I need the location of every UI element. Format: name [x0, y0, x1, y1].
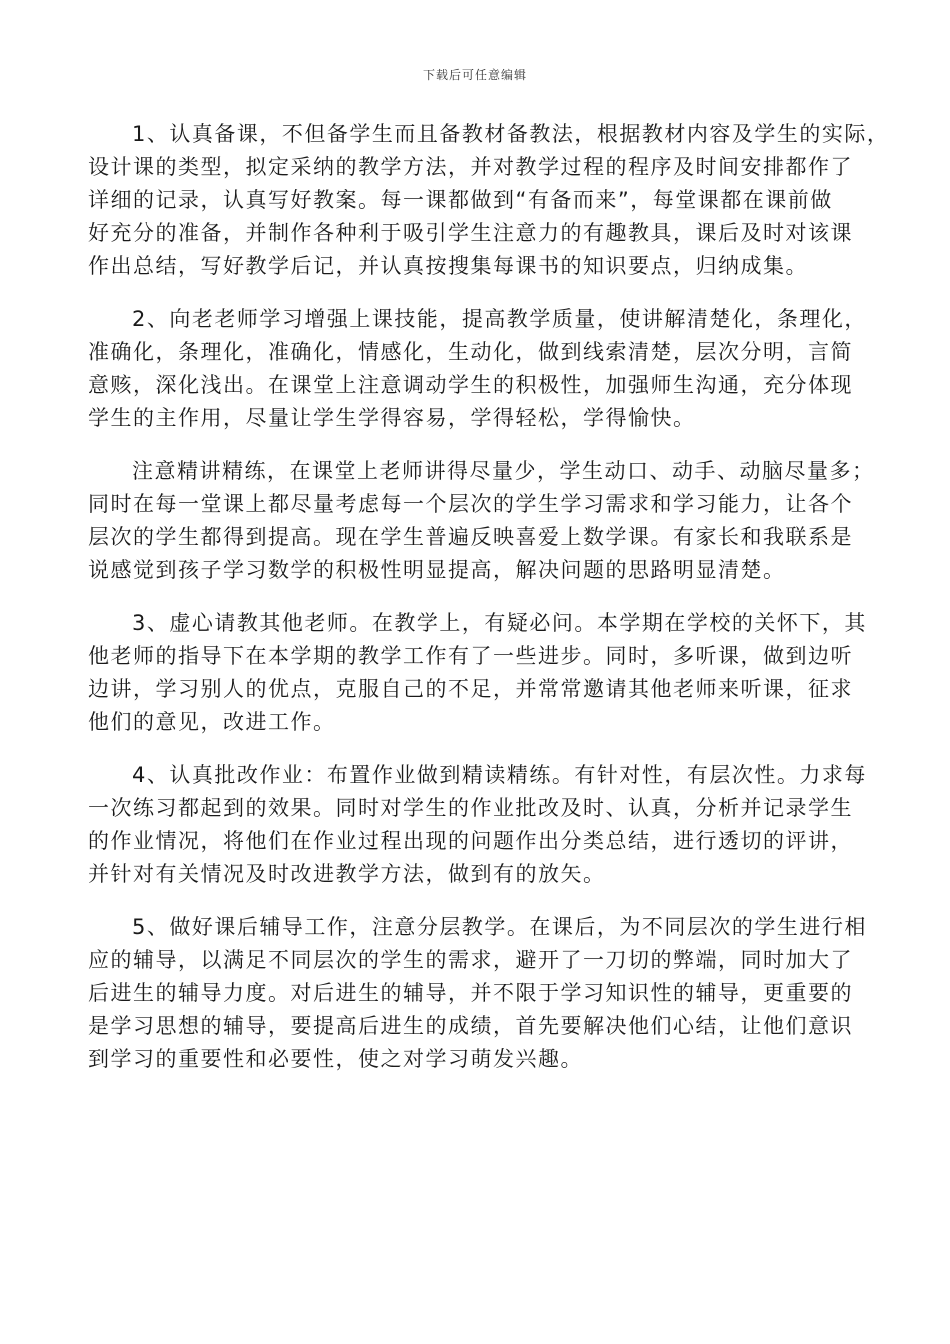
paragraph-line: 准确化，条理化，准确化，情感化，生动化，做到线索清楚，层次分明，言简 [88, 340, 853, 364]
paragraph-line: 好充分的准备，并制作各种利于吸引学生注意力的有趣教具，课后及时对该课 [88, 221, 853, 245]
paragraph-line: 他老师的指导下在本学期的教学工作有了一些进步。同时，多听课，做到边听 [88, 644, 853, 668]
paragraph-line: 意赅，深化浅出。在课堂上注意调动学生的积极性，加强师生沟通，充分体现 [88, 373, 853, 397]
paragraph-line: 注意精讲精练，在课堂上老师讲得尽量少，学生动口、动手、动脑尽量多； [132, 459, 875, 483]
paragraph-line: 作出总结，写好教学后记，并认真按搜集每课书的知识要点，归纳成集。 [88, 254, 808, 278]
paragraph-line: 4、认真批改作业：布置作业做到精读精练。有针对性，有层次性。力求每 [132, 763, 867, 787]
document-body [88, 118, 890, 1096]
paragraph-2 [88, 303, 866, 435]
paragraph-line: 学生的主作用，尽量让学生学得容易，学得轻松，学得愉快。 [88, 406, 696, 430]
paragraph-line: 并针对有关情况及时改进教学方法，做到有的放矢。 [88, 862, 606, 886]
paragraph-line: 到学习的重要性和必要性，使之对学习萌发兴趣。 [88, 1047, 583, 1071]
paragraph-line: 的作业情况，将他们在作业过程出现的问题作出分类总结，进行透切的评讲， [88, 829, 853, 853]
paragraph-line: 应的辅导，以满足不同层次的学生的需求，避开了一刀切的弊端，同时加大了 [88, 948, 853, 972]
paragraph-line: 边讲，学习别人的优点，克服自己的不足，并常常邀请其他老师来听课，征求 [88, 677, 853, 701]
header-note: 下载后可任意编辑 [422, 68, 527, 82]
paragraph-line: 层次的学生都得到提高。现在学生普遍反映喜爱上数学课。有家长和我联系是 [88, 525, 853, 549]
paragraph-line: 同时在每一堂课上都尽量考虑每一个层次的学生学习需求和学习能力，让各个 [88, 492, 853, 516]
paragraph-line: 后进生的辅导力度。对后进生的辅导，并不限于学习知识性的辅导，更重要的 [88, 981, 853, 1005]
paragraph-line: 是学习思想的辅导，要提高后进生的成绩，首先要解决他们心结，让他们意识 [88, 1014, 853, 1038]
paragraph-line: 一次练习都起到的效果。同时对学生的作业批改及时、认真，分析并记录学生 [88, 796, 853, 820]
paragraph-line: 设计课的类型，拟定采纳的教学方法，并对教学过程的程序及时间安排都作了 [88, 155, 853, 179]
paragraph-3 [88, 455, 875, 587]
paragraph-line: 2、向老老师学习增强上课技能，提高教学质量，使讲解清楚化，条理化， [132, 307, 867, 331]
paragraph-line: 5、做好课后辅导工作，注意分层教学。在课后，为不同层次的学生进行相 [132, 915, 867, 939]
paragraph-4 [88, 607, 866, 739]
paragraph-1 [88, 118, 890, 283]
paragraph-line: 3、虚心请教其他老师。在教学上，有疑必问。本学期在学校的关怀下，其 [132, 611, 867, 635]
paragraph-line: 他们的意见，改进工作。 [88, 710, 336, 734]
paragraph-line: 详细的记录，认真写好教案。每一课都做到“有备而来”，每堂课都在课前做 [88, 188, 833, 212]
paragraph-line: 说感觉到孩子学习数学的积极性明显提高，解决问题的思路明显清楚。 [88, 558, 786, 582]
paragraph-5 [88, 759, 866, 891]
paragraph-line: 1、认真备课，不但备学生而且备教材备教法，根据教材内容及学生的实际， [132, 122, 890, 146]
paragraph-6 [88, 911, 866, 1076]
